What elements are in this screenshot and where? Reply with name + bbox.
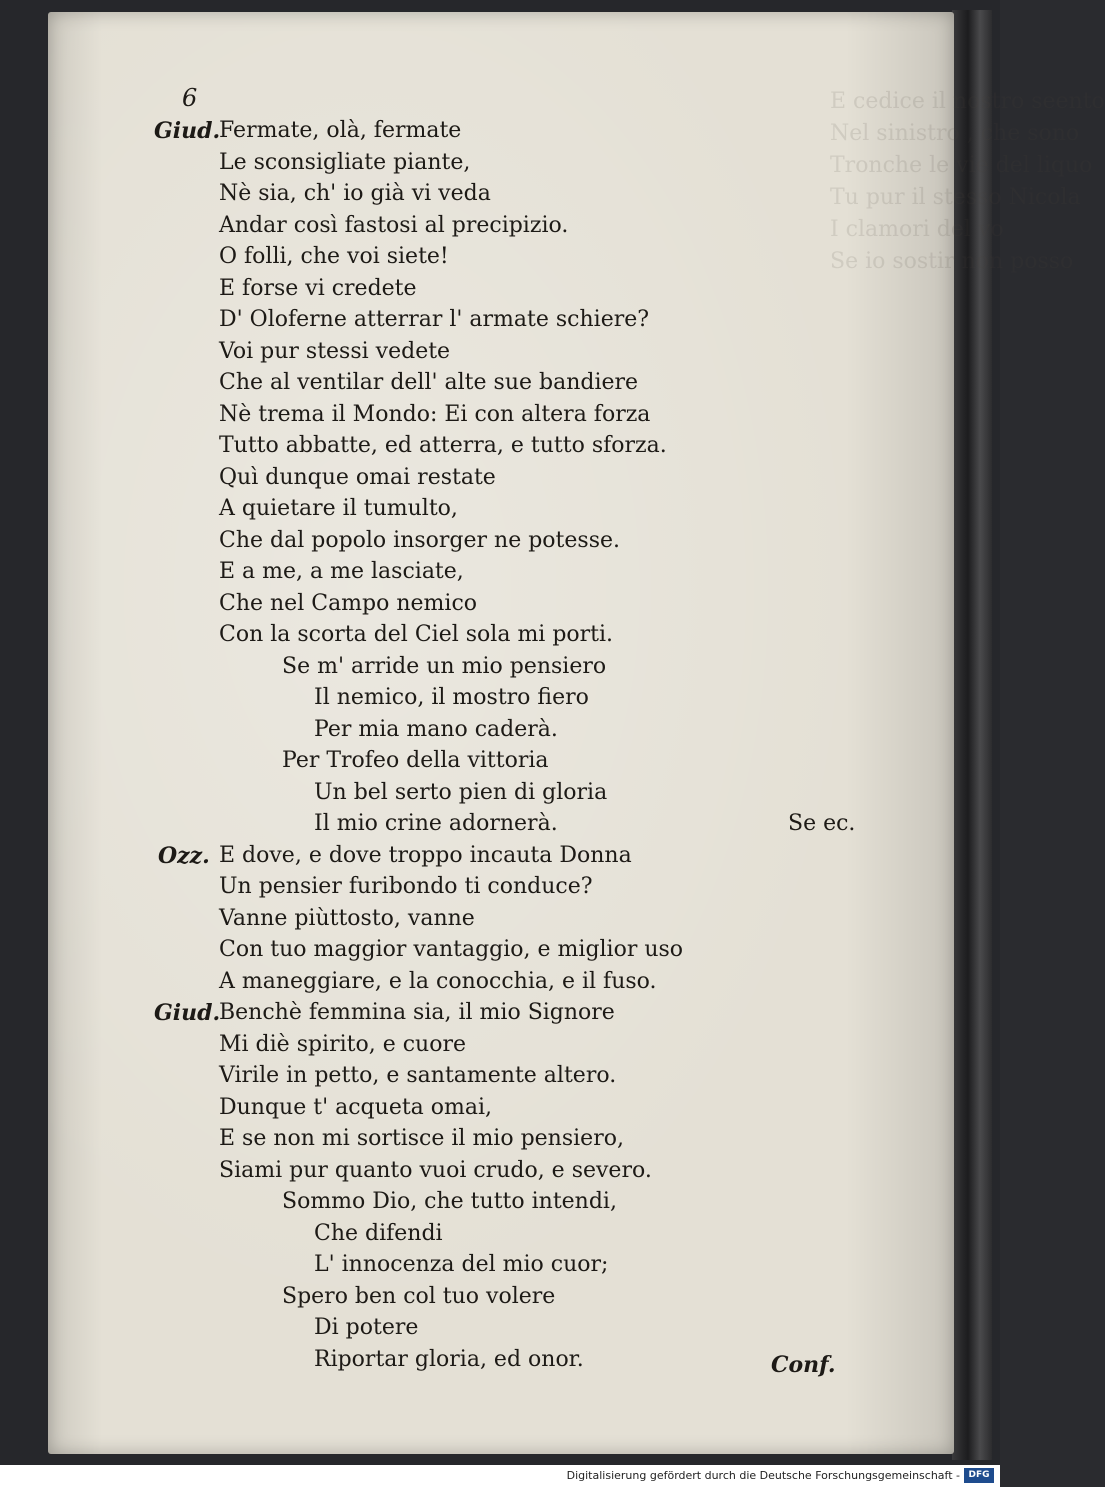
stage-aside: Se ec.: [788, 811, 856, 836]
verse-line: Che dal popolo insorger ne potesse.: [219, 527, 621, 553]
show-through-line: Nel sinistro , che sono: [830, 121, 1080, 146]
verse-line: Il mio crine adornerà.: [314, 811, 558, 836]
verse-line: E a me, a me lasciate,: [219, 559, 464, 584]
show-through-line: E cedice il nostro seento: [830, 89, 1105, 114]
verse-line: Il nemico, il mostro fiero: [314, 685, 589, 710]
verse-line: Tutto abbatte, ed atterra, e tutto sforza.: [219, 433, 667, 458]
show-through-line: Se io sostir non posso: [830, 249, 1074, 274]
verse-line: Virile in petto, e santamente altero.: [219, 1063, 617, 1088]
verse-line: Benchè femmina sia, il mio Signore: [219, 1000, 615, 1025]
speaker-label: Ozz.: [158, 842, 210, 869]
verse-line: Spero ben col tuo volere: [282, 1283, 556, 1309]
verse-line: Che difendi: [314, 1220, 443, 1246]
verse-line: Voi pur stessi vedete: [219, 338, 451, 364]
verse-line: A quietare il tumulto,: [219, 496, 458, 521]
verse-line: L' innocenza del mio cuor;: [314, 1252, 609, 1277]
show-through-line: I clamori del vo: [830, 217, 1004, 242]
verse-line: E se non mi sortisce il mio pensiero,: [219, 1126, 624, 1151]
verse-line: O folli, che voi siete!: [219, 244, 449, 269]
verse-line: Sommo Dio, che tutto intendi,: [282, 1189, 617, 1214]
verse-line: D' Oloferne atterrar l' armate schiere?: [219, 307, 650, 332]
verse-line: Per Trofeo della vittoria: [282, 748, 549, 773]
dfg-logo-icon: DFG: [964, 1468, 994, 1483]
show-through-text: [830, 86, 1105, 278]
verse-line: Mi diè spirito, e cuore: [219, 1031, 467, 1057]
verse-line: Per mia mano caderà.: [314, 716, 558, 742]
page-number: 6: [182, 84, 198, 112]
verse-line: Di potere: [314, 1315, 419, 1340]
verse-line: Che nel Campo nemico: [219, 590, 478, 616]
verse-line: Con la scorta del Ciel sola mi porti.: [219, 622, 614, 647]
speaker-label: Giud.: [154, 1000, 221, 1026]
verse-line: E forse vi credete: [219, 275, 417, 301]
verse-line: Nè trema il Mondo: Ei con altera forza: [219, 401, 651, 427]
verse-line: Quì dunque omai restate: [219, 464, 496, 490]
catchword: Conf.: [771, 1352, 836, 1378]
footer-bar: [0, 1465, 1000, 1487]
verse-line: Se m' arride un mio pensiero: [282, 653, 607, 679]
verse-line: Vanne piùttosto, vanne: [219, 905, 475, 931]
verse-line: Siami pur quanto vuoi crudo, e severo.: [219, 1157, 652, 1183]
verse-line: Fermate, olà, fermate: [219, 118, 462, 143]
funding-notice: Digitalisierung gefördert durch die Deutsche Forschungsgemeinschaft -: [566, 1469, 960, 1482]
verse-line: Un bel serto pien di gloria: [314, 779, 608, 805]
verse-line: Un pensier furibondo ti conduce?: [219, 874, 593, 899]
verse-line: Nè sia, ch' io già vi veda: [219, 181, 491, 206]
verse-line: Dunque t' acqueta omai,: [219, 1094, 493, 1120]
verse-line: E dove, e dove troppo incauta Donna: [219, 842, 632, 868]
verse-line: Con tuo maggior vantaggio, e miglior uso: [219, 937, 684, 962]
speaker-label: Giud.: [154, 118, 221, 144]
verse-line: Che al ventilar dell' alte sue bandiere: [219, 370, 639, 395]
verse-line: Riportar gloria, ed onor.: [314, 1346, 584, 1372]
verse-line: A maneggiare, e la conocchia, e il fuso.: [219, 968, 657, 994]
verse-line: Le sconsigliate piante,: [219, 149, 471, 175]
show-through-line: Tronche le vie del liquo: [830, 153, 1093, 178]
verse-line: Andar così fastosi al precipizio.: [219, 212, 569, 238]
show-through-line: Tu pur il stesso Nicola: [830, 185, 1081, 210]
